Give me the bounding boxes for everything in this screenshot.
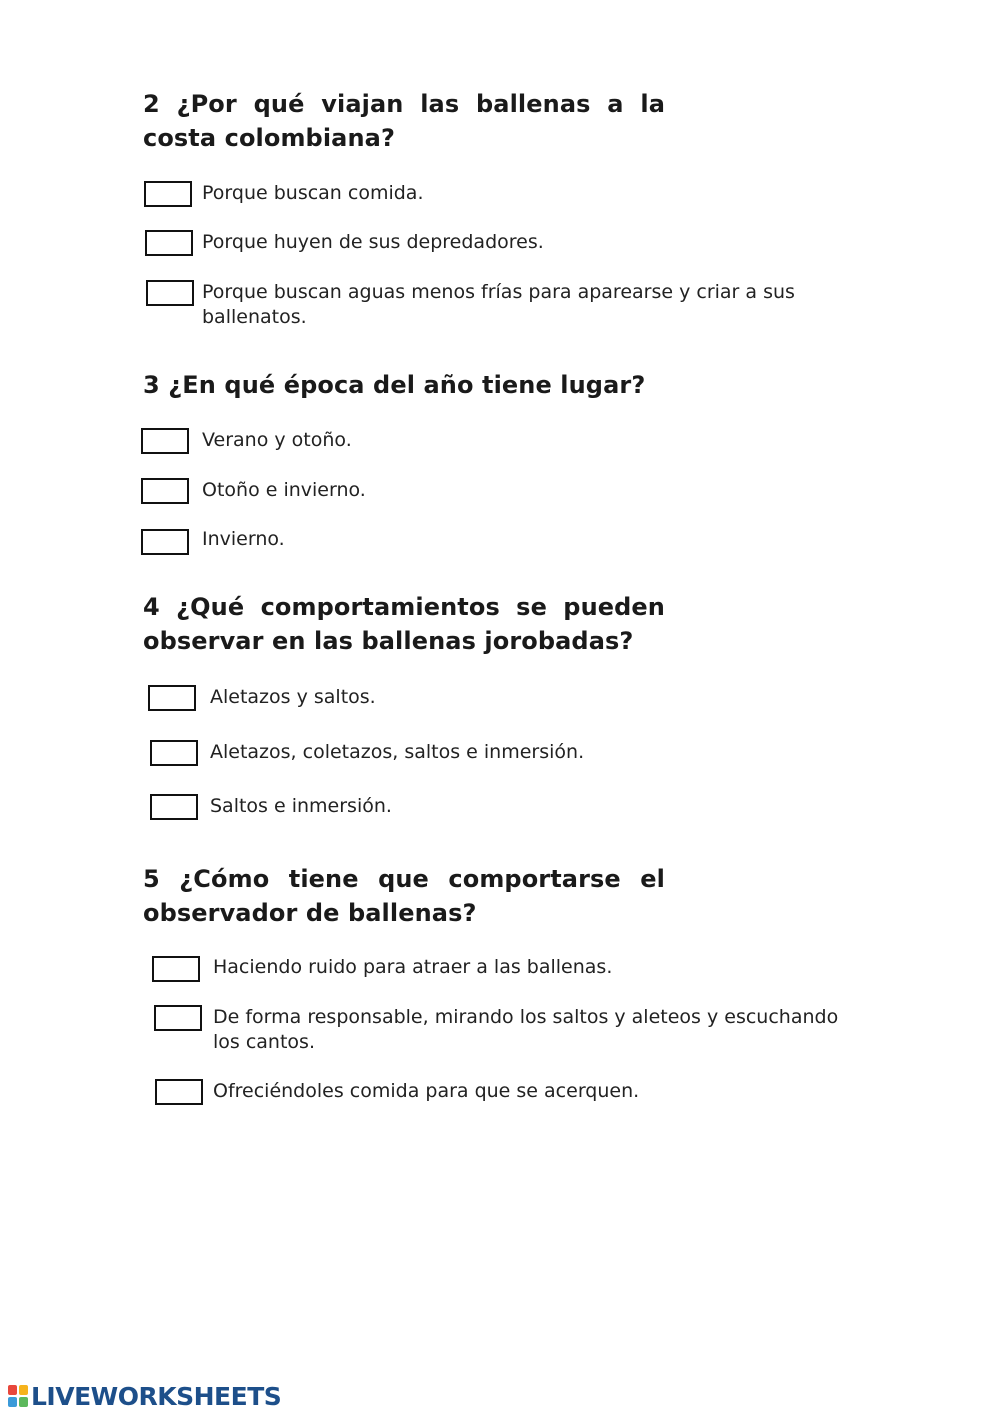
q2-option-1-checkbox[interactable] <box>144 181 192 207</box>
q3-option-1-checkbox[interactable] <box>141 428 189 454</box>
logo-tile-2 <box>19 1385 28 1395</box>
q4-option-3-checkbox[interactable] <box>150 794 198 820</box>
q2-option-1-label: Porque buscan comida. <box>202 182 424 204</box>
q2-option-2-label: Porque huyen de sus depredadores. <box>202 231 544 253</box>
q3-option-3-checkbox[interactable] <box>141 529 189 555</box>
logo-tile-1 <box>8 1385 17 1395</box>
q4-option-2-label: Aletazos, coletazos, saltos e inmersión. <box>210 741 585 763</box>
q4-option-1-checkbox[interactable] <box>148 685 196 711</box>
q3-option-1-label: Verano y otoño. <box>202 429 352 451</box>
q2-option-3-label: Porque buscan aguas menos frías para aparearse y criar a sus ballenatos. <box>202 281 795 328</box>
logo-icon <box>8 1385 28 1407</box>
question-2-title: 2 ¿Por qué viajan las ballenas a la costa colombiana? <box>143 90 665 152</box>
q4-option-2-checkbox[interactable] <box>150 740 198 766</box>
q5-option-3-checkbox[interactable] <box>155 1079 203 1105</box>
q2-option-3-checkbox[interactable] <box>146 280 194 306</box>
q2-option-2-checkbox[interactable] <box>145 230 193 256</box>
q5-option-1-label: Haciendo ruido para atraer a las ballenas. <box>213 956 613 978</box>
q4-option-3-label: Saltos e inmersión. <box>210 795 392 817</box>
q5-option-1-checkbox[interactable] <box>152 956 200 982</box>
liveworksheets-logo <box>8 1381 281 1411</box>
q5-option-2-label: De forma responsable, mirando los saltos y aleteos y escuchando los cantos. <box>213 1006 839 1053</box>
q5-option-2-checkbox[interactable] <box>154 1005 202 1031</box>
question-4-title: 4 ¿Qué comportamientos se pueden observar en las ballenas jorobadas? <box>143 593 665 655</box>
q5-option-3-label: Ofreciéndoles comida para que se acerquen. <box>213 1080 640 1102</box>
q3-option-2-checkbox[interactable] <box>141 478 189 504</box>
brand-name: LIVEWORKSHEETS <box>31 1381 282 1411</box>
q4-option-1-label: Aletazos y saltos. <box>210 686 376 708</box>
logo-tile-3 <box>8 1397 17 1407</box>
q3-option-2-label: Otoño e invierno. <box>202 479 366 501</box>
question-3-title: 3 ¿En qué época del año tiene lugar? <box>143 371 646 399</box>
q3-option-3-label: Invierno. <box>202 528 285 550</box>
question-5-title: 5 ¿Cómo tiene que comportarse el observador de ballenas? <box>143 865 665 927</box>
logo-tile-4 <box>19 1397 28 1407</box>
